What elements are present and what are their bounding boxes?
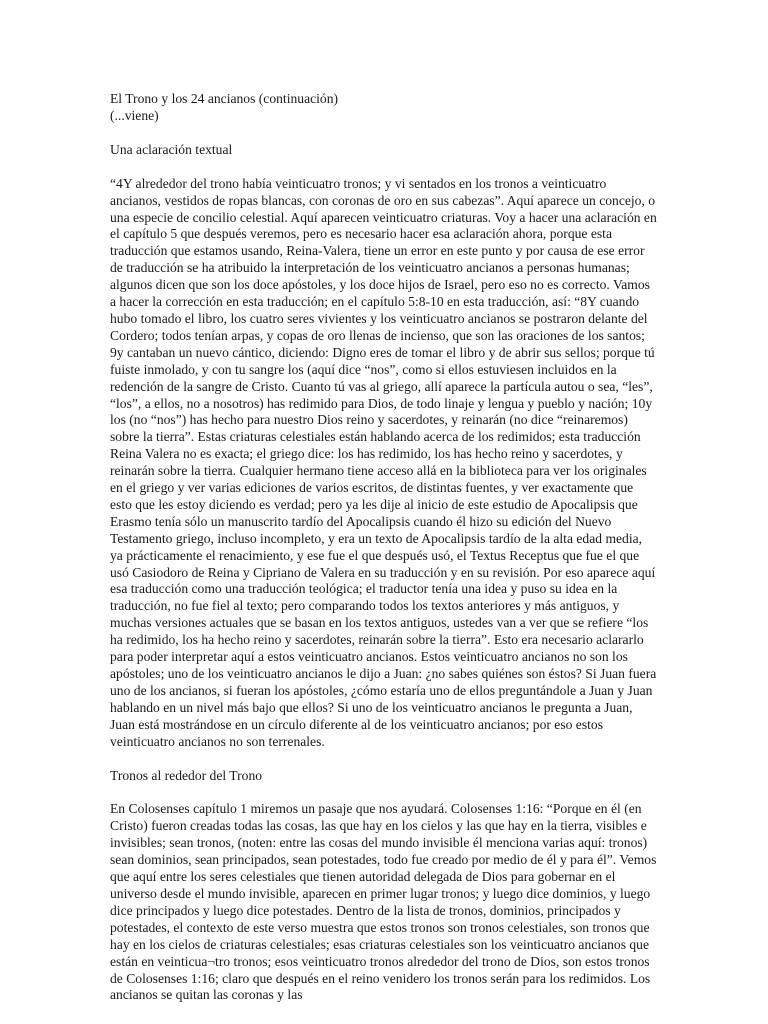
section-body-tronos: En Colosenses capítulo 1 miremos un pasaje que nos ayudará. Colosenses 1:16: “Porque en él (en Cristo) fueron creadas todas las cosas, las que hay en los cielos y las que hay en la tierra, visibles e invisibles; sean tronos, (noten: entre las cosas del mundo invisible él menciona varias aquí: tronos) sean dominios, sean principados, sean potestades, todo fue creado por medio de él y para él”. Vemos que aquí entre los seres celestiales que tienen autoridad delegada de Dios para gobernar en el universo desde el mundo invisible, aparecen en primer lugar tronos; y luego dice dominios, y luego dice principados y luego dice potestades. Dentro de la lista de tronos, dominios, principados y potestades, el contexto de este verso muestra que estos tronos son tronos celestiales, son tronos que hay en los cielos de criaturas celestiales; esas criaturas celestiales son los veinticuatro ancianos que están en veinticua¬tro tronos; esos veinticuatro tronos alrededor del trono de Dios, son estos tronos de Colosenses 1:16; claro que después en el reino venidero los tronos serán para los redimidos. Los ancianos se quitan las coronas y las <box>110 801 657 1003</box>
continuation-note: (...viene) <box>110 107 159 123</box>
section-heading-aclaracion: Una aclaración textual <box>110 141 233 157</box>
section-body-aclaracion: “4Y alrededor del trono había veinticuatro tronos; y vi sentados en los tronos a veinticuatro ancianos, vestidos de ropas blancas, con coronas de oro en sus cabezas”. Aquí aparece un concejo, o una especie de concilio celestial. Aquí aparecen veinticuatro criaturas. Voy a hacer una aclaración en el capítulo 5 que después veremos, pero es necesario hacer esa aclaración ahora, porque esta traducción que estamos usando, Reina-Valera, tiene un error en este punto y por causa de ese error de traducción se ha atribuido la interpretación de los veinticuatro ancianos a personas humanas; algunos dicen que son los doce apóstoles, y los doce hijos de Israel, pero eso no es correcto. Vamos a hacer la corrección en esta traducción; en el capítulo 5:8-10 en esta traducción, así: “8Y cuando hubo tomado el libro, los cuatro seres vivientes y los veinticuatro ancianos se postraron delante del Cordero; todos tenían arpas, y copas de oro llenas de incienso, que son las oraciones de los santos; 9y cantaban un nuevo cántico, diciendo: Digno eres de tomar el libro y de abrir sus sellos; porque tú fuiste inmolado, y con tu sangre los (aquí dice “nos”, como si ellos estuviesen incluidos en la redención de la sangre de Cristo. Cuanto tú vas al griego, allí aparece la partícula autou o sea, “les”, “los”, a ellos, no a nosotros) has redimido para Dios, de todo linaje y lengua y pueblo y nación; 10y los (no “nos”) has hecho para nuestro Dios reino y sacerdotes, y reinarán (no dice “reinaremos) sobre la tierra”. Estas criaturas celestiales están hablando acerca de los redimidos; esta traducción Reina Valera no es exacta; el griego dice: los has redimido, los has hecho reino y sacerdotes, y reinarán sobre la tierra. Cualquier hermano tiene acceso allá en la biblioteca para ver los originales en el griego y ver varias ediciones de varios escritos, de distintas fuentes, y ver exactamente que esto que les estoy diciendo es verdad; pero ya les dije al inicio de este estudio de Apocalipsis que Erasmo tenía sólo un manuscrito tardío del Apocalipsis cuando él hizo su edición del Nuevo Testamento griego, incluso incompleto, y era un texto de Apocalipsis tardío de la alta edad media, ya prácticamente el renacimiento, y ese fue el que después usó, el Textus Receptus que fue el que usó Casiodoro de Reina y Cipriano de Valera en su traducción y en su revisión. Por eso aparece aquí esa traducción como una traducción teológica; el traductor tenía una idea y puso su idea en la traducción, no fue fiel al texto; pero comparando todos los textos anteriores y más antiguos, y muchas versiones actuales que se basan en los textos antiguos, ustedes van a ver que se refiere “los ha redimido, los ha hecho reino y sacerdotes, reinarán sobre la tierra”. Esto era necesario aclararlo para poder interpretar aquí a estos veinticuatro ancianos. Estos veinticuatro ancianos no son los apóstoles; uno de los veinticuatro ancianos le dijo a Juan: ¿no sabes quiénes son éstos? Si Juan fuera uno de los ancianos, si fueran los apóstoles, ¿cómo estaría uno de ellos preguntándole a Juan y Juan hablando en un nivel más bajo que ellos? Si uno de los veinticuatro ancianos le pregunta a Juan, Juan está mostrándose en un círculo diferente al de los veinticuatro ancianos; por eso estos veinticuatro ancianos no son terrenales. <box>110 175 657 749</box>
document-page <box>110 91 658 1004</box>
document-title: El Trono y los 24 ancianos (continuación) <box>110 91 339 106</box>
section-heading-tronos: Tronos al rededor del Trono <box>110 767 263 783</box>
